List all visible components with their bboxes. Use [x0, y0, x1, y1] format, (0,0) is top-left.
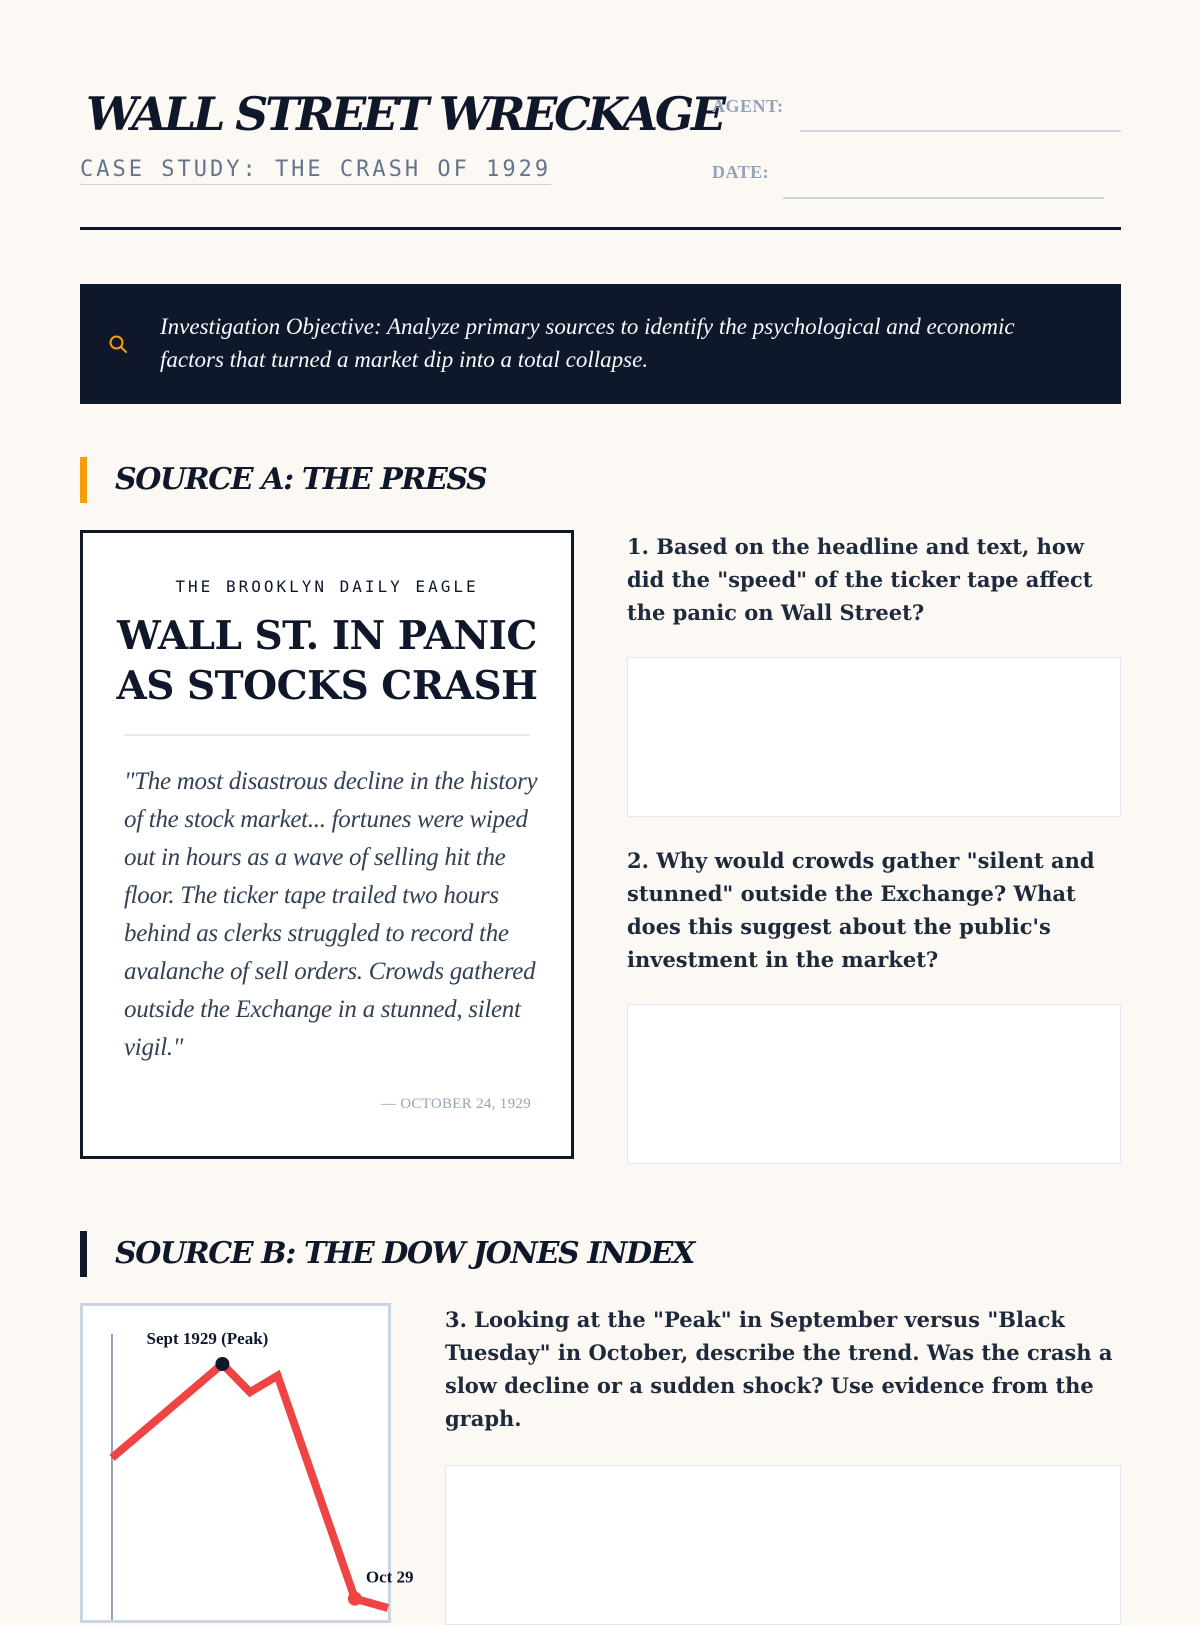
- answer-box-2[interactable]: [627, 1004, 1121, 1164]
- crash-point-marker: [348, 1592, 362, 1606]
- source-b-accent-bar: [80, 1231, 87, 1277]
- newspaper-name: THE BROOKLYN DAILY EAGLE: [175, 577, 479, 596]
- source-b-heading: [80, 1231, 694, 1277]
- case-study-subtitle: CASE STUDY: THE CRASH OF 1929: [80, 157, 551, 185]
- objective-banner: [80, 284, 1121, 404]
- newspaper-date: — OCTOBER 24, 1929: [380, 1096, 531, 1112]
- peak-point-marker: [215, 1357, 229, 1371]
- question-2: 2. Why would crowds gather "silent and stunned" outside the Exchange? What does this suggest about the public's investment in the market?: [627, 848, 1095, 972]
- dow-index-line: [112, 1364, 388, 1608]
- newspaper-headline: [83, 611, 571, 711]
- source-a-heading-text: SOURCE A: THE PRESS: [115, 462, 487, 497]
- peak-label: Sept 1929 (Peak): [146, 1329, 269, 1348]
- date-label: DATE:: [712, 162, 770, 182]
- source-b-heading-text: SOURCE B: THE DOW JONES INDEX: [115, 1236, 694, 1271]
- dow-jones-chart: [80, 1303, 414, 1623]
- agent-label: AGENT:: [712, 96, 784, 116]
- source-a-accent-bar: [80, 457, 87, 503]
- date-field[interactable]: [783, 197, 1104, 199]
- worksheet-title: WALL STREET WRECKAGE: [86, 87, 723, 141]
- question-3: 3. Looking at the "Peak" in September versus "Black Tuesday" in October, describe the trend. Was the crash a slow decline or a sudden shock? Use evidence from the graph.: [445, 1307, 1113, 1431]
- dow-jones-chart-svg: [83, 1306, 414, 1620]
- headline-line-2: AS STOCKS CRASH: [116, 663, 538, 709]
- headline-line-1: WALL ST. IN PANIC: [117, 613, 537, 659]
- newspaper-divider: [124, 734, 530, 736]
- newspaper-quote: "The most disastrous decline in the history of the stock market... fortunes were wiped out in hours as a wave of selling hit the floor. The ticker tape trailed two hours behind as clerks struggled to record the avalanche of sell orders. Crowds gathered outside the Exchange in a stunned, silent vigil.": [124, 768, 538, 1061]
- source-a-heading: [80, 457, 486, 503]
- agent-field[interactable]: [800, 130, 1121, 132]
- question-1: 1. Based on the headline and text, how did the "speed" of the ticker tape affect the panic on Wall Street?: [627, 534, 1093, 625]
- objective-text: Investigation Objective: Analyze primary sources to identify the psychological and economic factors that turned a market dip into a total collapse.: [160, 314, 1015, 372]
- answer-box-1[interactable]: [627, 657, 1121, 817]
- search-icon: [108, 334, 128, 354]
- crash-date-label: Oct 29: [365, 1567, 414, 1587]
- worksheet-header: [80, 0, 1121, 230]
- newspaper-clipping: [80, 530, 574, 1159]
- answer-box-3[interactable]: [445, 1465, 1121, 1625]
